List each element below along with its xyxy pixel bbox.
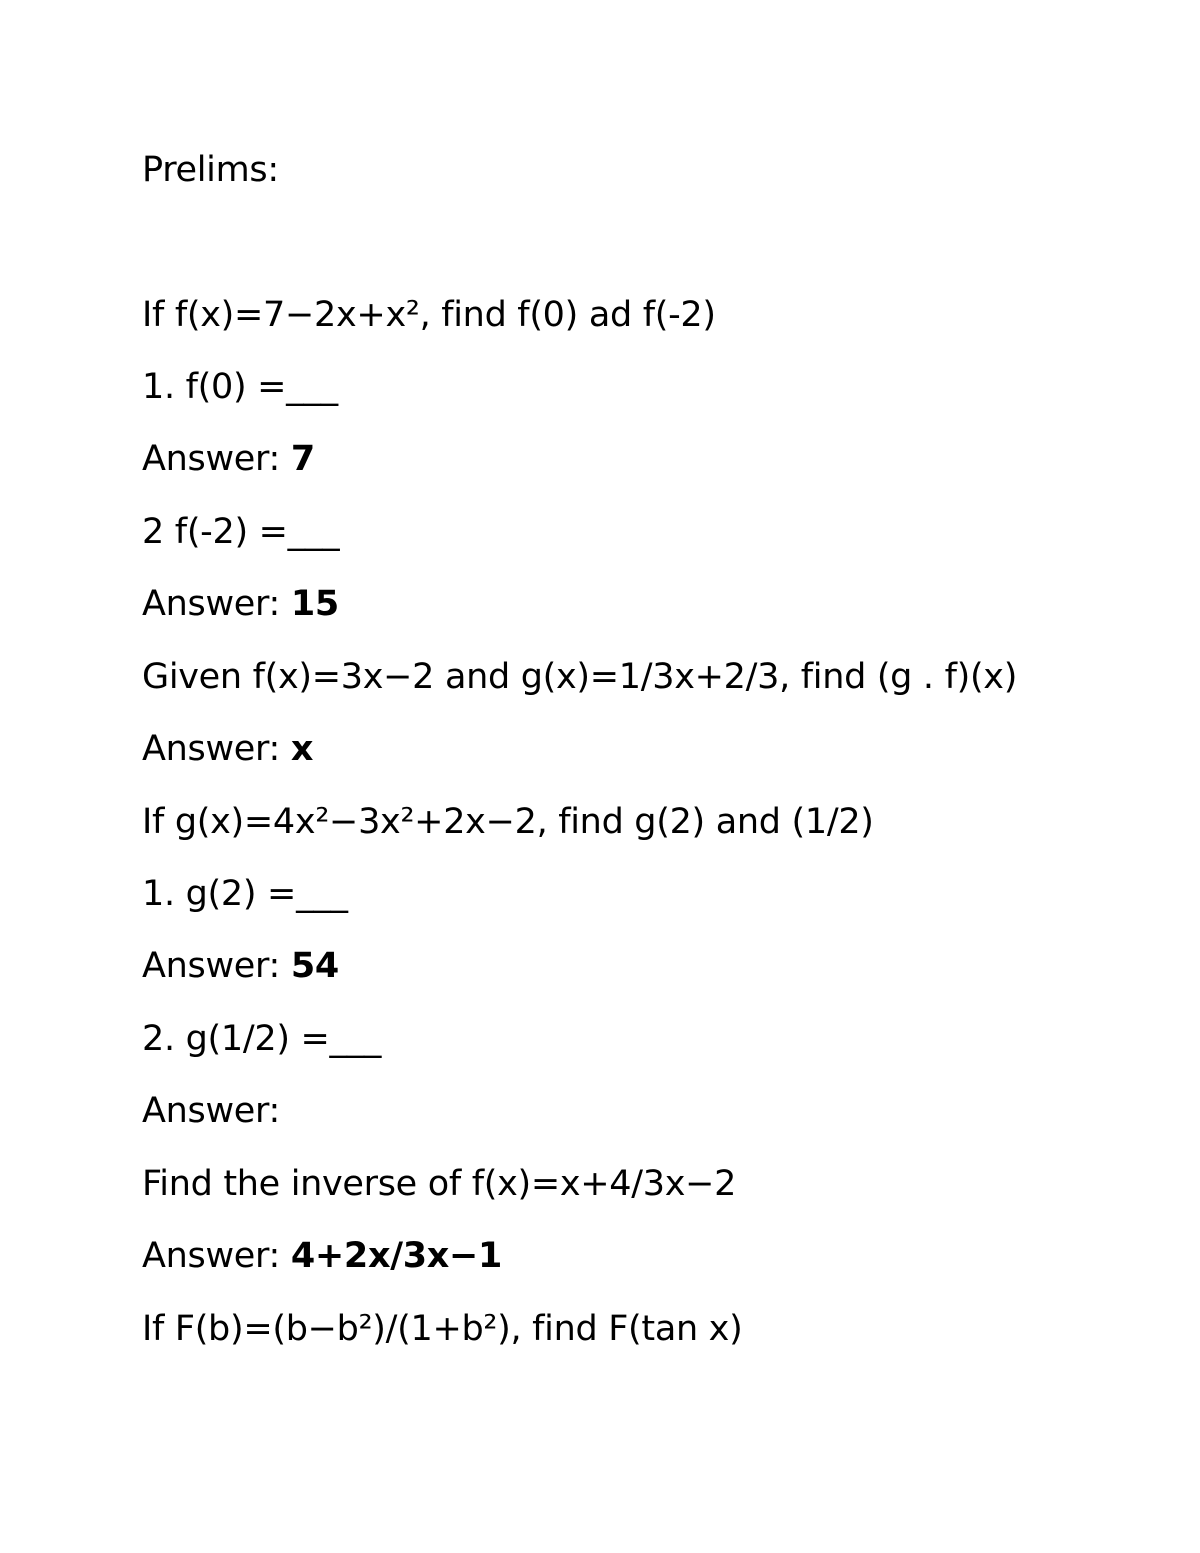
question-3a-label: 1. g(2) =___ xyxy=(142,874,348,914)
question-3-text xyxy=(142,800,874,844)
answer-1a xyxy=(142,437,315,481)
question-2-label: Given f(x)=3x−2 and g(x)=1/3x+2/3, find (g . f)(x) xyxy=(142,657,1018,697)
question-4-text xyxy=(142,1162,736,1206)
question-3-label: If g(x)=4x²−3x²+2x−2, find g(2) and (1/2) xyxy=(142,802,874,842)
answer-3b-label: Answer: xyxy=(142,1091,280,1131)
answer-2-value: x xyxy=(290,729,314,769)
question-2-text xyxy=(142,655,1017,699)
question-3a-text xyxy=(142,872,348,916)
question-1a-text xyxy=(142,365,338,409)
question-1-label: If f(x)=7−2x+x², find f(0) ad f(-2) xyxy=(142,295,716,335)
answer-2 xyxy=(142,727,313,771)
answer-1a-value: 7 xyxy=(290,439,315,479)
question-1-text xyxy=(142,293,716,337)
question-3b-text xyxy=(142,1017,381,1061)
answer-3b xyxy=(142,1089,280,1133)
answer-1b-label: Answer: xyxy=(142,584,291,624)
question-4-label: Find the inverse of f(x)=x+4/3x−2 xyxy=(142,1164,737,1204)
question-1b-text xyxy=(142,510,339,554)
answer-1b-value: 15 xyxy=(290,584,339,624)
answer-1a-label: Answer: xyxy=(142,439,291,479)
answer-1b xyxy=(142,582,339,626)
answer-4-value: 4+2x/3x−1 xyxy=(290,1236,503,1276)
answer-3a xyxy=(142,944,339,988)
answer-4 xyxy=(142,1234,502,1278)
question-3b-label: 2. g(1/2) =___ xyxy=(142,1019,382,1059)
question-1a-label: 1. f(0) =___ xyxy=(142,367,338,407)
answer-3a-value: 54 xyxy=(290,946,339,986)
answer-4-label: Answer: xyxy=(142,1236,291,1276)
question-5-label: If F(b)=(b−b²)/(1+b²), find F(tan x) xyxy=(142,1309,743,1349)
question-5-text xyxy=(142,1307,742,1351)
question-1b-label: 2 f(-2) =___ xyxy=(142,512,340,552)
answer-3a-label: Answer: xyxy=(142,946,291,986)
answer-2-label: Answer: xyxy=(142,729,291,769)
document-heading: Prelims: xyxy=(142,150,279,190)
